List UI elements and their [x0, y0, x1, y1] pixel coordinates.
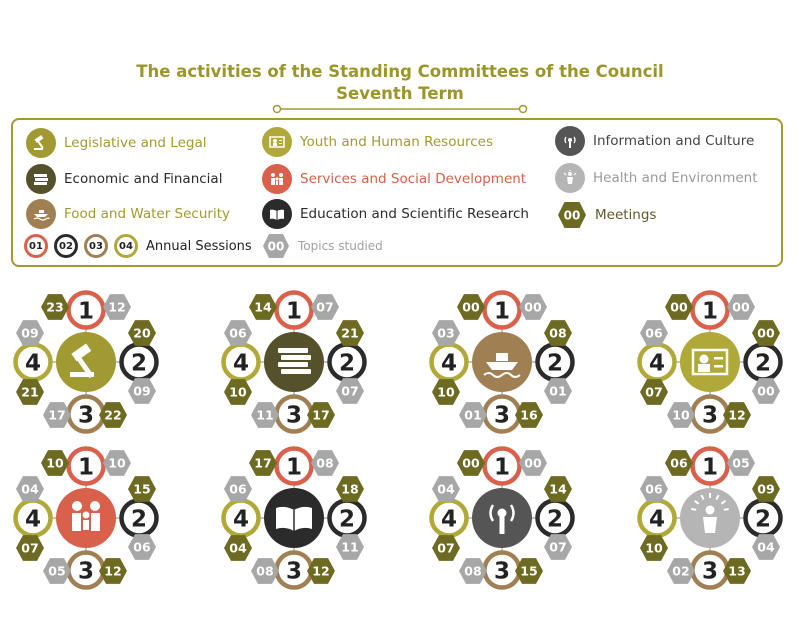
person-head: [700, 355, 709, 364]
page-subtitle: Seventh Term: [336, 84, 464, 103]
session-number: 3: [493, 402, 511, 429]
session-number: 4: [24, 506, 42, 533]
session-number: 2: [546, 350, 564, 377]
money-bill: [281, 355, 311, 360]
topics-hex-s3: [667, 558, 695, 584]
legend-label: Education and Scientific Research: [300, 206, 529, 222]
committee-chart-2: [224, 293, 365, 432]
meetings-hex-s3-value: 12: [104, 563, 122, 579]
topics-hex-s2-value: 00: [757, 383, 775, 399]
meetings-hex-s2-value: 20: [133, 325, 151, 341]
topics-hex-s3-value: 08: [464, 563, 482, 579]
topics-hex-s3: [43, 558, 71, 584]
meetings-hex-s2-value: 09: [757, 481, 775, 497]
adult-head: [90, 501, 100, 511]
meetings-hex-s4: [432, 535, 460, 561]
topics-hex-s4-value: 06: [229, 325, 247, 341]
meetings-hex-s2: [752, 320, 780, 346]
session-number: 2: [130, 350, 148, 377]
topics-hex-s2-value: 09: [133, 383, 151, 399]
committee-chart-6: [224, 449, 365, 588]
meetings-hex-s4: [640, 379, 668, 405]
committee-circle: [680, 332, 740, 392]
topics-hex-s1-value: 08: [316, 455, 334, 471]
meetings-hex-s2: [128, 320, 156, 346]
tower-top: [498, 509, 507, 518]
topics-hex-s1-value: 12: [108, 299, 126, 315]
topics-hex-s3: [459, 558, 487, 584]
meetings-hex-s1-value: 23: [46, 299, 64, 315]
committee-circle: [56, 332, 116, 392]
meetings-hex-s1-value: 06: [670, 455, 688, 471]
topics-hex-s1: [311, 450, 339, 476]
topics-hex-s3-value: 08: [256, 563, 274, 579]
meetings-hex-s3-value: 16: [520, 407, 538, 423]
line: [714, 357, 723, 360]
meetings-hex-s2-value: 14: [549, 481, 567, 497]
committee-chart-3: [432, 293, 573, 432]
committee-chart-5: [16, 449, 157, 588]
meetings-hex-s1: [249, 450, 277, 476]
session-number: 4: [440, 350, 458, 377]
legend-label: Youth and Human Resources: [300, 134, 494, 150]
money-bill: [278, 362, 308, 367]
meetings-hex-s2-value: 18: [341, 481, 359, 497]
topics-hex-s4: [224, 476, 252, 502]
topics-hex-s1-value: 05: [732, 455, 750, 471]
topics-hex-s2: [752, 534, 780, 560]
meetings-hex-s4: [640, 535, 668, 561]
topics-label: Topics studied: [298, 239, 383, 253]
meetings-hex-s4: [224, 379, 252, 405]
topics-hex-s2: [544, 534, 572, 560]
topics-hex-s3: [251, 402, 279, 428]
meetings-hex-s2: [752, 476, 780, 502]
session-marker-4: 04: [114, 234, 138, 258]
meetings-hex-s4-value: 10: [229, 384, 247, 400]
session-number: 1: [493, 454, 511, 481]
meetings-hex-s2: [128, 476, 156, 502]
topics-hex-s4-value: 06: [645, 325, 663, 341]
boat-cabin: [496, 353, 508, 361]
committee-chart-7: [432, 449, 573, 588]
meetings-hex-s4-value: 07: [437, 540, 455, 556]
session-number: 1: [77, 454, 95, 481]
meetings-hex-s2-value: 08: [549, 325, 567, 341]
topics-hex-s2: [128, 534, 156, 560]
topics-hex-s1-value: 00: [732, 299, 750, 315]
meetings-hex-s3-value: 15: [520, 563, 538, 579]
meetings-hex-s1: [41, 450, 69, 476]
session-number: 1: [285, 298, 303, 325]
money-bill: [281, 369, 311, 374]
meetings-hex-s1: [457, 294, 485, 320]
topics-hex-s4-value: 04: [21, 481, 39, 497]
topics-hex-s2: [336, 378, 364, 404]
topics-hex-s2-value: 11: [341, 539, 359, 555]
legend-label: Food and Water Security: [64, 206, 230, 222]
session-number: 1: [701, 298, 719, 325]
meetings-hex-s3-value: 12: [312, 563, 330, 579]
session-number: 4: [24, 350, 42, 377]
session-number: 4: [648, 506, 666, 533]
meetings-hex-s1: [249, 294, 277, 320]
meetings-hex-s4: [16, 379, 44, 405]
meetings-hex-s4-value: 07: [645, 384, 663, 400]
person-body: [698, 364, 710, 372]
money-bill: [278, 348, 308, 353]
topics-hex-s1: [519, 294, 547, 320]
adult-head: [72, 501, 82, 511]
topics-hex-s3: [251, 558, 279, 584]
session-number: 2: [338, 350, 356, 377]
session-number: 3: [77, 558, 95, 585]
meetings-hex-s1-value: 00: [462, 299, 480, 315]
topics-hex-s1: [519, 450, 547, 476]
session-number: 1: [285, 454, 303, 481]
meetings-hex-s4-value: 10: [437, 384, 455, 400]
meetings-hex-s1-value: 14: [254, 299, 272, 315]
session-number: 1: [701, 454, 719, 481]
meetings-hex-s1: [665, 450, 693, 476]
session-number: 3: [285, 558, 303, 585]
session-number: 4: [232, 506, 250, 533]
session-number: 4: [232, 350, 250, 377]
meetings-hex-s2: [336, 476, 364, 502]
session-number: 1: [493, 298, 511, 325]
person-body: [703, 517, 717, 533]
legend-label: Legislative and Legal: [64, 135, 207, 151]
legend-label: Information and Culture: [593, 133, 755, 149]
topics-hex-s2-value: 01: [549, 383, 567, 399]
committee-chart-8: [640, 449, 781, 588]
child-body: [83, 520, 89, 530]
topics-hex-s1-value: 00: [524, 455, 542, 471]
adult-body: [91, 513, 100, 531]
session-number: 3: [701, 402, 719, 429]
topics-hex-s3: [459, 402, 487, 428]
committee-chart-1: [16, 293, 157, 432]
page-title: The activities of the Standing Committees of the Council: [136, 62, 664, 81]
meetings-hex-s4: [432, 379, 460, 405]
session-number: 2: [754, 506, 772, 533]
meetings-hex-s1: [41, 294, 69, 320]
ray: [724, 509, 729, 510]
topics-hex-s2-value: 07: [549, 539, 567, 555]
topics-hex-s3-value: 10: [672, 407, 690, 423]
topics-hex-s2-value: 06: [133, 539, 151, 555]
meetings-hex-s3-value: 13: [728, 563, 746, 579]
topics-hex-s3: [43, 402, 71, 428]
topics-hex-s1: [103, 450, 131, 476]
topics-hex-s4-value: 09: [21, 325, 39, 341]
meetings-hex-s4: [16, 535, 44, 561]
svg-text:00: 00: [563, 208, 581, 223]
meetings-hex-s3-value: 12: [728, 407, 746, 423]
topics-hex-s3: [667, 402, 695, 428]
topics-hex-s3-value: 11: [256, 407, 274, 423]
topics-hex-s1: [727, 294, 755, 320]
topics-hex-s4: [640, 476, 668, 502]
topics-hex-s4-value: 06: [229, 481, 247, 497]
legend-label: Services and Social Development: [300, 171, 527, 187]
topics-hex-s4: [640, 320, 668, 346]
meetings-hex-s1: [457, 450, 485, 476]
topics-hex-s3-value: 02: [672, 563, 690, 579]
child-head: [83, 512, 90, 519]
topics-hex-s3-value: 17: [48, 407, 66, 423]
meetings-hex-s4-value: 10: [645, 540, 663, 556]
svg-text:00: 00: [267, 239, 285, 254]
meetings-hex-s4-value: 21: [21, 384, 39, 400]
meetings-hex-s2-value: 21: [341, 325, 359, 341]
topics-hex-s4: [432, 476, 460, 502]
session-number: 3: [493, 558, 511, 585]
ray: [691, 509, 696, 510]
meetings-hex-s2: [544, 320, 572, 346]
topics-hex-s4-value: 06: [645, 481, 663, 497]
topics-hex-s4: [16, 476, 44, 502]
person-head: [706, 506, 715, 515]
session-number: 2: [338, 506, 356, 533]
topics-hex-s1-value: 07: [316, 299, 334, 315]
session-number: 2: [130, 506, 148, 533]
topics-hex-s2: [544, 378, 572, 404]
session-marker-2: 02: [54, 234, 78, 258]
topics-hex-s2: [752, 378, 780, 404]
meetings-hex-s2: [336, 320, 364, 346]
session-number: 3: [77, 402, 95, 429]
meetings-label: Meetings: [595, 207, 657, 223]
topics-hex-s1: [311, 294, 339, 320]
meetings-hex-s4-value: 07: [21, 540, 39, 556]
topics-hex-s4-value: 04: [437, 481, 455, 497]
session-number: 2: [546, 506, 564, 533]
meetings-hex-s1-value: 00: [670, 299, 688, 315]
topics-hex-s2-value: 07: [341, 383, 359, 399]
tower-pole: [500, 517, 505, 534]
meetings-hex-s2-value: 00: [757, 325, 775, 341]
committee-chart-4: [640, 293, 781, 432]
session-number: 4: [648, 350, 666, 377]
session-number: 2: [754, 350, 772, 377]
gavel-base: [70, 372, 94, 377]
topics-hex-s2: [336, 534, 364, 560]
meetings-hex-s2: [544, 476, 572, 502]
meetings-hex-s1: [665, 294, 693, 320]
open-book-icon: [276, 507, 312, 531]
meetings-hex-s1-value: 17: [254, 455, 272, 471]
line: [714, 365, 723, 368]
meetings-hex-s2-value: 15: [133, 481, 151, 497]
topics-hex-s1: [103, 294, 131, 320]
topics-hex-s2: [128, 378, 156, 404]
session-number: 4: [440, 506, 458, 533]
topics-hex-s4: [224, 320, 252, 346]
session-number: 3: [701, 558, 719, 585]
legend-label: Health and Environment: [593, 170, 758, 186]
topics-hex-s4: [432, 320, 460, 346]
topics-hex-s4: [16, 320, 44, 346]
meetings-hex-s4-value: 04: [229, 540, 247, 556]
topics-hex-s3-value: 05: [48, 563, 66, 579]
adult-body: [72, 513, 81, 531]
topics-hex-s3-value: 01: [464, 407, 482, 423]
topics-hex-s1-value: 00: [524, 299, 542, 315]
topics-hex-s1-value: 10: [108, 455, 126, 471]
topics-hex-s2-value: 04: [757, 539, 775, 555]
session-number: 3: [285, 402, 303, 429]
topics-hex-s1: [727, 450, 755, 476]
meetings-hex-s3-value: 17: [312, 407, 330, 423]
session-marker-1: 01: [24, 234, 48, 258]
session-number: 1: [77, 298, 95, 325]
meetings-hex-s1-value: 00: [462, 455, 480, 471]
meetings-hex-s4: [224, 535, 252, 561]
topics-hex-s4-value: 03: [437, 325, 455, 341]
session-marker-3: 03: [84, 234, 108, 258]
meetings-hex-s3-value: 22: [104, 407, 122, 423]
sessions-label: Annual Sessions: [146, 238, 252, 254]
legend-label: Economic and Financial: [64, 171, 223, 187]
meetings-hex-s1-value: 10: [46, 455, 64, 471]
